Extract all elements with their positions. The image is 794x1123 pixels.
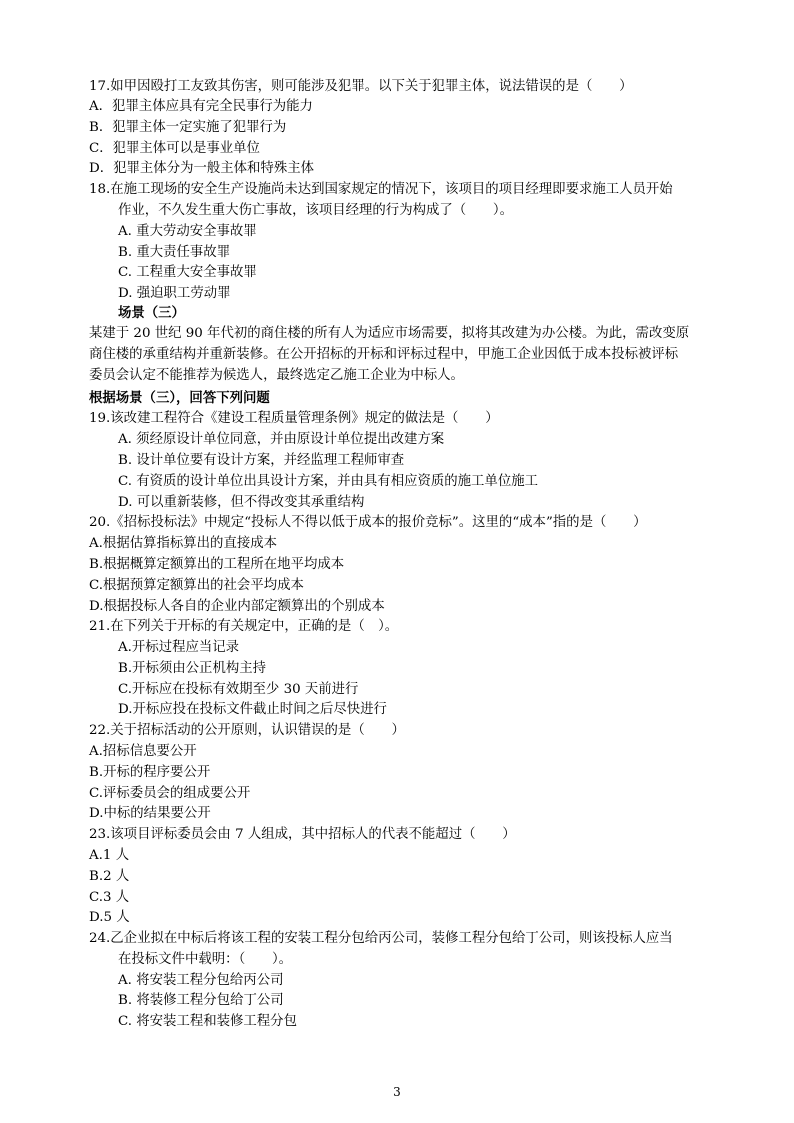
q24-stem-line1: 24.乙企业拟在中标后将该工程的安装工程分包给丙公司，装修工程分包给丁公司，则该投标人应当 <box>89 931 673 946</box>
q20-option-a: A.根据估算指标算出的直接成本 <box>89 536 278 551</box>
q23-option-d: D.5 人 <box>89 910 130 925</box>
q21-stem: 21.在下列关于开标的有关规定中，正确的是（ ）。 <box>89 619 399 634</box>
q24-option-b: B. 将装修工程分包给丁公司 <box>118 993 284 1008</box>
q22-stem: 22.关于招标活动的公开原则，认识错误的是（ ） <box>89 723 405 738</box>
q17-option-d: D．犯罪主体分为一般主体和特殊主体 <box>89 161 314 176</box>
q20-option-c: C.根据预算定额算出的社会平均成本 <box>89 578 304 593</box>
q18-option-d: D. 强迫职工劳动罪 <box>118 286 231 301</box>
q18-option-c: C. 工程重大安全事故罪 <box>118 265 257 280</box>
q18-option-b: B. 重大责任事故罪 <box>118 245 231 260</box>
scene-paragraph-line3: 委员会认定不能推荐为候选人，最终选定乙施工企业为中标人。 <box>89 368 464 383</box>
q18-stem-line1: 18.在施工现场的安全生产设施尚未达到国家规定的情况下，该项目的项目经理即要求施工人员开始 <box>89 182 673 197</box>
q23-stem: 23.该项目评标委员会由 7 人组成，其中招标人的代表不能超过（ ） <box>89 827 516 842</box>
q22-option-c: C.评标委员会的组成要公开 <box>89 786 251 801</box>
scene-title: 场景（三） <box>118 305 185 321</box>
q20-stem: 20.《招标投标法》中规定“投标人不得以低于成本的报价竞标”。这里的“成本”指的是（ ） <box>89 515 647 530</box>
scene-instruction: 根据场景（三），回答下列问题 <box>89 390 270 406</box>
q19-option-a: A. 须经原设计单位同意，并由原设计单位提出改建方案 <box>118 432 445 447</box>
q19-option-d: D. 可以重新装修，但不得改变其承重结构 <box>118 495 365 510</box>
q19-stem: 19.该改建工程符合《建设工程质量管理条例》规定的做法是（ ） <box>89 411 499 426</box>
q24-option-c: C. 将安装工程和装修工程分包 <box>118 1014 297 1029</box>
q21-option-a: A.开标过程应当记录 <box>118 640 240 655</box>
q20-option-d: D.根据投标人各自的企业内部定额算出的个别成本 <box>89 599 385 614</box>
q18-stem-line2: 作业，不久发生重大伤亡事故，该项目经理的行为构成了（ ）。 <box>118 203 514 218</box>
q22-option-d: D.中标的结果要公开 <box>89 806 211 821</box>
q21-option-b: B.开标须由公正机构主持 <box>118 661 267 676</box>
q21-option-c: C.开标应在投标有效期至少 30 天前进行 <box>118 682 359 697</box>
q22-option-a: A.招标信息要公开 <box>89 744 197 759</box>
q23-option-c: C.3 人 <box>89 890 130 905</box>
q19-option-b: B. 设计单位要有设计方案，并经监理工程师审查 <box>118 453 405 468</box>
q17-option-b: B．犯罪主体一定实施了犯罪行为 <box>89 120 287 135</box>
page-number: 3 <box>393 1085 401 1099</box>
q17-option-a: A．犯罪主体应具有完全民事行为能力 <box>89 99 313 114</box>
q19-option-c: C. 有资质的设计单位出具设计方案，并由具有相应资质的施工单位施工 <box>118 474 538 489</box>
q21-option-d: D.开标应投在投标文件截止时间之后尽快进行 <box>118 702 387 717</box>
q24-stem-line2: 在投标文件中载明：（ ）。 <box>118 952 293 967</box>
q24-option-a: A. 将安装工程分包给丙公司 <box>118 973 284 988</box>
q20-option-b: B.根据概算定额算出的工程所在地平均成本 <box>89 557 345 572</box>
q18-option-a: A. 重大劳动安全事故罪 <box>118 224 257 239</box>
q17-stem: 17.如甲因殴打工友致其伤害，则可能涉及犯罪。以下关于犯罪主体，说法错误的是（ ） <box>89 79 633 94</box>
q17-option-c: C．犯罪主体可以是事业单位 <box>89 141 260 156</box>
scene-paragraph-line2: 商住楼的承重结构并重新装修。在公开招标的开标和评标过程中，甲施工企业因低于成本投标被评标 <box>89 347 679 362</box>
q23-option-b: B.2 人 <box>89 869 130 884</box>
q22-option-b: B.开标的程序要公开 <box>89 765 211 780</box>
q23-option-a: A.1 人 <box>89 848 130 863</box>
scene-paragraph-line1: 某建于 20 世纪 90 年代初的商住楼的所有人为适应市场需要，拟将其改建为办公楼。为此，需改变原 <box>89 326 690 341</box>
